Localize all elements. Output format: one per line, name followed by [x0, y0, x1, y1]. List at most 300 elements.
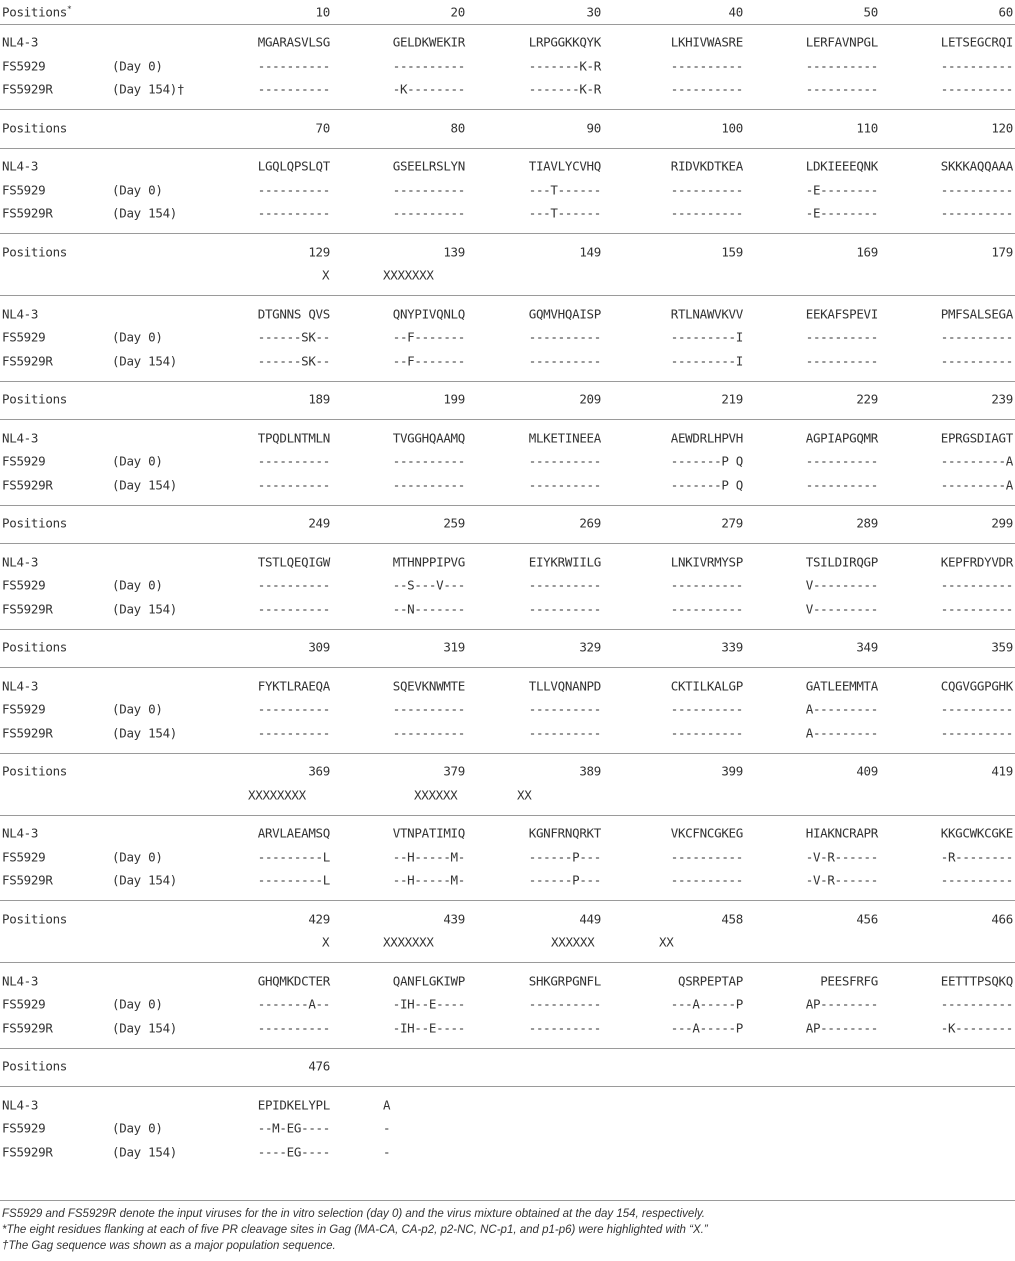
sequence-name: FS5929R — [2, 1144, 53, 1160]
sequence-segment: ---------- — [805, 58, 878, 74]
alignment-block — [0, 1086, 1015, 1172]
sequence-segment: -------K-R — [528, 58, 601, 74]
sequence-segment: LNKIVRMYSP — [670, 554, 743, 570]
reference-row — [0, 302, 1015, 326]
sequence-name: FS5929R — [2, 205, 53, 221]
sequence-segment: ---------I — [670, 329, 743, 345]
sample-day: (Day 154)† — [112, 81, 185, 97]
sequence-segment: ---------- — [392, 182, 465, 198]
cleavage-marks-row — [0, 931, 1015, 955]
sequence-segment: ---------- — [940, 996, 1013, 1012]
cleavage-mark: XXXXXXX — [383, 267, 434, 283]
alignment-block — [0, 667, 1015, 753]
sequence-segment: TPQDLNTMLN — [257, 430, 330, 446]
sequence-segment: CKTILKALGP — [670, 678, 743, 694]
position-number: 30 — [586, 4, 601, 20]
position-number: 209 — [579, 391, 601, 407]
sequence-segment: -------P Q — [670, 477, 743, 493]
sequence-segment: -K-------- — [392, 81, 465, 97]
sequence-segment: A--------- — [805, 725, 878, 741]
sequence-segment: LGQLQPSLQT — [257, 158, 330, 174]
sequence-segment: -------P Q — [670, 453, 743, 469]
sequence-segment: AEWDRLHPVH — [670, 430, 743, 446]
sequence-segment: ---------- — [257, 477, 330, 493]
sample-day: (Day 0) — [112, 701, 163, 717]
sequence-segment: ---------- — [940, 353, 1013, 369]
sequence-segment: ---------- — [392, 205, 465, 221]
sequence-name: FS5929R — [2, 725, 53, 741]
sequence-segment: ---------- — [670, 577, 743, 593]
sequence-segment: ---------- — [940, 701, 1013, 717]
sequence-segment: ---A-----P — [670, 1020, 743, 1036]
sequence-name: FS5929 — [2, 701, 46, 717]
sample-row — [0, 845, 1015, 869]
sequence-name: FS5929 — [2, 58, 46, 74]
sequence-segment: EPRGSDIAGT — [940, 430, 1013, 446]
sequence-segment: --F------- — [392, 353, 465, 369]
sequence-segment: SKKKAQQAAA — [940, 158, 1013, 174]
sample-row — [0, 1016, 1015, 1040]
footnote: *The eight residues flanking at each of five PR cleavage sites in Gag (MA-CA, CA-p2, p2-NC, NC-p1, and p1-p6) were highlighted with “X.” — [2, 1224, 708, 1236]
sequence-segment: ---------- — [805, 353, 878, 369]
sample-row — [0, 450, 1015, 474]
alignment-block — [0, 419, 1015, 505]
position-number: 269 — [579, 515, 601, 531]
sequence-segment: -IH--E---- — [392, 1020, 465, 1036]
sample-day: (Day 154) — [112, 601, 178, 617]
sequence-segment: ---------- — [528, 477, 601, 493]
sequence-name: NL4-3 — [2, 306, 39, 322]
sequence-segment: GHQMKDCTER — [257, 973, 330, 989]
sequence-segment: ---------- — [257, 453, 330, 469]
cleavage-mark: XX — [517, 787, 532, 803]
alignment-block — [0, 295, 1015, 381]
alignment-block — [0, 24, 1015, 110]
position-number: 339 — [721, 639, 743, 655]
sample-row — [0, 1117, 1015, 1141]
reference-row — [0, 674, 1015, 698]
sample-day: (Day 154) — [112, 872, 178, 888]
sequence-segment: ---------- — [940, 58, 1013, 74]
sequence-segment: HIAKNCRAPR — [805, 825, 878, 841]
sequence-segment: ---------- — [257, 725, 330, 741]
reference-row — [0, 1093, 1015, 1117]
sample-day: (Day 154) — [112, 205, 178, 221]
sequence-name: FS5929 — [2, 182, 46, 198]
position-number: 476 — [308, 1058, 330, 1074]
sample-day: (Day 154) — [112, 477, 178, 493]
sequence-segment: ---------- — [670, 725, 743, 741]
sequence-name: FS5929 — [2, 329, 46, 345]
sequence-segment: LRPGGKKQYK — [528, 34, 601, 50]
sequence-segment: EETTTPSQKQ — [940, 973, 1013, 989]
cleavage-mark: X — [322, 934, 330, 950]
sequence-segment: PMFSALSEGA — [940, 306, 1013, 322]
sequence-segment: QANFLGKIWP — [392, 973, 465, 989]
position-number: 20 — [450, 4, 465, 20]
sequence-segment: ---------- — [392, 477, 465, 493]
sequence-segment: V--------- — [805, 601, 878, 617]
sequence-segment: ---------- — [528, 701, 601, 717]
sequence-segment: VTNPATIMIQ — [392, 825, 465, 841]
sample-row — [0, 326, 1015, 350]
sequence-segment: ---------- — [257, 601, 330, 617]
sequence-segment: GQMVHQAISP — [528, 306, 601, 322]
position-number: 439 — [443, 911, 465, 927]
sequence-segment: ---------- — [940, 81, 1013, 97]
sequence-name: NL4-3 — [2, 973, 39, 989]
sample-row — [0, 473, 1015, 497]
position-number: 189 — [308, 391, 330, 407]
sequence-segment: --H-----M- — [392, 872, 465, 888]
sequence-segment: EEKAFSPEVI — [805, 306, 878, 322]
cleavage-mark: XXXXXXXX — [248, 787, 306, 803]
position-number: 319 — [443, 639, 465, 655]
positions-label: Positions — [2, 120, 68, 136]
sequence-segment: ---------- — [940, 725, 1013, 741]
positions-label: Positions* — [2, 4, 72, 20]
cleavage-marks-row — [0, 783, 1015, 807]
cleavage-mark: XXXXXX — [551, 934, 595, 950]
position-number: 120 — [991, 120, 1013, 136]
sequence-segment: EPIDKELYPL — [257, 1097, 330, 1113]
sequence-segment: ---------- — [257, 81, 330, 97]
sequence-segment: ----EG---- — [257, 1144, 330, 1160]
sequence-segment: LETSEGCRQI — [940, 34, 1013, 50]
position-number: 169 — [856, 244, 878, 260]
sample-row — [0, 178, 1015, 202]
sequence-segment: AP-------- — [805, 1020, 878, 1036]
sequence-segment: QSRPEPTAP — [677, 973, 743, 989]
sequence-segment: ------SK-- — [257, 329, 330, 345]
sequence-segment: --M-EG---- — [257, 1120, 330, 1136]
sequence-segment: MLKETINEEA — [528, 430, 601, 446]
reference-row — [0, 155, 1015, 179]
sequence-segment: -E-------- — [805, 182, 878, 198]
sequence-segment: LDKIEEEQNK — [805, 158, 878, 174]
sample-row — [0, 721, 1015, 745]
position-number: 179 — [991, 244, 1013, 260]
sequence-segment: ---------- — [670, 701, 743, 717]
sequence-segment: TIAVLYCVHQ — [528, 158, 601, 174]
alignment-block — [0, 148, 1015, 234]
position-number: 449 — [579, 911, 601, 927]
sample-row — [0, 993, 1015, 1017]
position-number: 429 — [308, 911, 330, 927]
sequence-segment: ---------- — [940, 601, 1013, 617]
sequence-name: FS5929 — [2, 577, 46, 593]
sequence-segment: ---------- — [257, 205, 330, 221]
sequence-segment: ---------- — [528, 1020, 601, 1036]
sequence-segment: EIYKRWIILG — [528, 554, 601, 570]
footnote: FS5929 and FS5929R denote the input viruses for the in vitro selection (day 0) and the virus mixture obtained at the day 154, respectively. — [2, 1208, 705, 1220]
position-number: 456 — [856, 911, 878, 927]
sample-day: (Day 154) — [112, 1020, 178, 1036]
sequence-segment: ---------A — [940, 477, 1013, 493]
position-number: 349 — [856, 639, 878, 655]
position-number: 289 — [856, 515, 878, 531]
sample-day: (Day 154) — [112, 353, 178, 369]
sequence-segment: ---------- — [940, 182, 1013, 198]
sequence-segment: ---T------ — [528, 182, 601, 198]
sequence-segment: RIDVKDTKEA — [670, 158, 743, 174]
position-number: 329 — [579, 639, 601, 655]
sequence-segment: ---------- — [392, 725, 465, 741]
sequence-name: NL4-3 — [2, 678, 39, 694]
position-number: 458 — [721, 911, 743, 927]
position-number: 90 — [586, 120, 601, 136]
sequence-segment: ---------- — [805, 81, 878, 97]
positions-label: Positions — [2, 391, 68, 407]
sequence-segment: ---------- — [528, 725, 601, 741]
sequence-segment: KKGCWKCGKE — [940, 825, 1013, 841]
sequence-segment: ---------- — [670, 601, 743, 617]
sequence-segment: -------A-- — [257, 996, 330, 1012]
sequence-segment: KEPFRDYVDR — [940, 554, 1013, 570]
position-number: 219 — [721, 391, 743, 407]
positions-label: Positions — [2, 639, 68, 655]
sample-row — [0, 78, 1015, 102]
sequence-segment: LERFAVNPGL — [805, 34, 878, 50]
cleavage-mark: XXXXXXX — [383, 934, 434, 950]
positions-label: Positions — [2, 515, 68, 531]
positions-row — [0, 1055, 1015, 1079]
position-number: 379 — [443, 763, 465, 779]
sample-day: (Day 0) — [112, 996, 163, 1012]
reference-row — [0, 31, 1015, 55]
position-number: 299 — [991, 515, 1013, 531]
position-number: 139 — [443, 244, 465, 260]
sample-row — [0, 349, 1015, 373]
position-number: 229 — [856, 391, 878, 407]
alignment-block — [0, 0, 1015, 24]
position-number: 419 — [991, 763, 1013, 779]
sample-row — [0, 597, 1015, 621]
sample-day: (Day 0) — [112, 58, 163, 74]
sample-day: (Day 0) — [112, 1120, 163, 1136]
sequence-segment: ---------- — [670, 872, 743, 888]
sequence-segment: ---------- — [940, 872, 1013, 888]
sample-day: (Day 0) — [112, 182, 163, 198]
sequence-segment: MTHNPPIPVG — [392, 554, 465, 570]
position-number: 369 — [308, 763, 330, 779]
sequence-segment: GELDKWEKIR — [392, 34, 465, 50]
sequence-segment: MGARASVLSG — [257, 34, 330, 50]
sequence-segment: ---------- — [670, 849, 743, 865]
alignment-block — [0, 900, 1015, 962]
sequence-segment: ---------- — [257, 577, 330, 593]
sequence-segment: ---------- — [257, 58, 330, 74]
sequence-segment: VKCFNCGKEG — [670, 825, 743, 841]
positions-row — [0, 636, 1015, 660]
sequence-segment: ------P--- — [528, 872, 601, 888]
sequence-segment: KGNFRNQRKT — [528, 825, 601, 841]
positions-row — [0, 116, 1015, 140]
position-number: 309 — [308, 639, 330, 655]
sample-row — [0, 574, 1015, 598]
position-number: 389 — [579, 763, 601, 779]
sequence-segment: ------P--- — [528, 849, 601, 865]
cleavage-mark: XX — [659, 934, 674, 950]
positions-label: Positions — [2, 244, 68, 260]
sequence-name: NL4-3 — [2, 554, 39, 570]
sequence-segment: - — [383, 1120, 391, 1136]
sequence-segment: ---------- — [670, 205, 743, 221]
alignment-block — [0, 381, 1015, 420]
sequence-segment: -K-------- — [940, 1020, 1013, 1036]
sequence-segment: GATLEEMMTA — [805, 678, 878, 694]
sequence-segment: TVGGHQAAMQ — [392, 430, 465, 446]
sample-row — [0, 54, 1015, 78]
sequence-segment: ---------- — [805, 329, 878, 345]
sequence-segment: --F------- — [392, 329, 465, 345]
sequence-segment: ---------- — [392, 453, 465, 469]
sequence-name: FS5929R — [2, 872, 53, 888]
sequence-segment: ---------- — [257, 1020, 330, 1036]
sequence-segment: ---------- — [528, 996, 601, 1012]
sample-row — [0, 869, 1015, 893]
position-number: 399 — [721, 763, 743, 779]
sequence-name: NL4-3 — [2, 34, 39, 50]
sequence-segment: V--------- — [805, 577, 878, 593]
sequence-segment: -R-------- — [940, 849, 1013, 865]
sequence-segment: PEESFRFG — [820, 973, 878, 989]
position-number: 60 — [998, 4, 1013, 20]
positions-row — [0, 760, 1015, 784]
sample-day: (Day 0) — [112, 453, 163, 469]
alignment-block — [0, 629, 1015, 668]
sequence-segment: -V-R------ — [805, 849, 878, 865]
positions-label: Positions — [2, 911, 68, 927]
sample-row — [0, 1140, 1015, 1164]
cleavage-mark: X — [322, 267, 330, 283]
sequence-segment: FYKTLRAEQA — [257, 678, 330, 694]
sequence-segment: SQEVKNWMTE — [392, 678, 465, 694]
position-number: 100 — [721, 120, 743, 136]
sequence-segment: ---------- — [940, 577, 1013, 593]
sample-day: (Day 0) — [112, 577, 163, 593]
position-number: 159 — [721, 244, 743, 260]
sequence-segment: A — [383, 1097, 391, 1113]
positions-row — [0, 388, 1015, 412]
sequence-name: FS5929 — [2, 1120, 46, 1136]
sequence-name: FS5929 — [2, 996, 46, 1012]
sequence-segment: ---------L — [257, 872, 330, 888]
sequence-segment: ---------- — [257, 182, 330, 198]
positions-row — [0, 907, 1015, 931]
position-number: 40 — [728, 4, 743, 20]
cleavage-mark: XXXXXX — [414, 787, 458, 803]
sequence-segment: ---------- — [670, 182, 743, 198]
sequence-segment: ---------A — [940, 453, 1013, 469]
position-number: 249 — [308, 515, 330, 531]
position-number: 149 — [579, 244, 601, 260]
table-footnotes — [0, 1200, 1015, 1254]
sample-row — [0, 202, 1015, 226]
reference-row — [0, 426, 1015, 450]
footnote: †The Gag sequence was shown as a major population sequence. — [2, 1240, 336, 1252]
position-number: 80 — [450, 120, 465, 136]
sequence-name: FS5929R — [2, 81, 53, 97]
position-number: 50 — [863, 4, 878, 20]
sequence-name: NL4-3 — [2, 1097, 39, 1113]
positions-label: Positions — [2, 1058, 68, 1074]
sequence-segment: ---------- — [392, 58, 465, 74]
sequence-name: FS5929 — [2, 849, 46, 865]
sequence-segment: ---T------ — [528, 205, 601, 221]
sequence-name: FS5929R — [2, 601, 53, 617]
sample-day: (Day 0) — [112, 329, 163, 345]
sequence-segment: TSILDIRQGP — [805, 554, 878, 570]
sequence-segment: AGPIAPGQMR — [805, 430, 878, 446]
sequence-segment: -------K-R — [528, 81, 601, 97]
sequence-name: NL4-3 — [2, 825, 39, 841]
position-number: 359 — [991, 639, 1013, 655]
sequence-segment: TLLVQNANPD — [528, 678, 601, 694]
sequence-segment: QNYPIVQNLQ — [392, 306, 465, 322]
sequence-segment: ---------- — [528, 353, 601, 369]
positions-row — [0, 512, 1015, 536]
sequence-segment: TSTLQEQIGW — [257, 554, 330, 570]
sequence-segment: ---------- — [670, 58, 743, 74]
sample-row — [0, 698, 1015, 722]
position-number: 259 — [443, 515, 465, 531]
sequence-segment: ------SK-- — [257, 353, 330, 369]
sample-day: (Day 154) — [112, 725, 178, 741]
position-number: 110 — [856, 120, 878, 136]
sequence-segment: --N------- — [392, 601, 465, 617]
sample-day: (Day 154) — [112, 1144, 178, 1160]
sequence-segment: ---------- — [257, 701, 330, 717]
position-number: 239 — [991, 391, 1013, 407]
positions-label: Positions — [2, 763, 68, 779]
sample-day: (Day 0) — [112, 849, 163, 865]
sequence-segment: -E-------- — [805, 205, 878, 221]
sequence-segment: ---------- — [670, 81, 743, 97]
position-number: 466 — [991, 911, 1013, 927]
sequence-segment: ---------- — [805, 477, 878, 493]
sequence-segment: --S---V--- — [392, 577, 465, 593]
sequence-segment: SHKGRPGNFL — [528, 973, 601, 989]
sequence-segment: AP-------- — [805, 996, 878, 1012]
sequence-name: FS5929R — [2, 1020, 53, 1036]
sequence-segment: ARVLAEAMSQ — [257, 825, 330, 841]
alignment-block — [0, 505, 1015, 544]
alignment-block — [0, 109, 1015, 148]
sequence-segment: ---------- — [940, 329, 1013, 345]
sequence-name: NL4-3 — [2, 158, 39, 174]
sequence-name: NL4-3 — [2, 430, 39, 446]
positions-row — [0, 240, 1015, 264]
sequence-segment: ---------- — [805, 453, 878, 469]
sequence-segment: LKHIVWASRE — [670, 34, 743, 50]
position-number: 409 — [856, 763, 878, 779]
sequence-segment: ---------- — [392, 701, 465, 717]
sequence-segment: -V-R------ — [805, 872, 878, 888]
sequence-segment: DTGNNS QVS — [257, 306, 330, 322]
alignment-block — [0, 1048, 1015, 1087]
positions-row — [0, 0, 1015, 24]
alignment-block — [0, 753, 1015, 815]
sequence-segment: A--------- — [805, 701, 878, 717]
sequence-segment: ---------- — [528, 577, 601, 593]
sequence-segment: ---------- — [528, 329, 601, 345]
position-number: 279 — [721, 515, 743, 531]
alignment-block — [0, 962, 1015, 1048]
sequence-segment: --H-----M- — [392, 849, 465, 865]
position-number: 199 — [443, 391, 465, 407]
sequence-name: FS5929R — [2, 353, 53, 369]
